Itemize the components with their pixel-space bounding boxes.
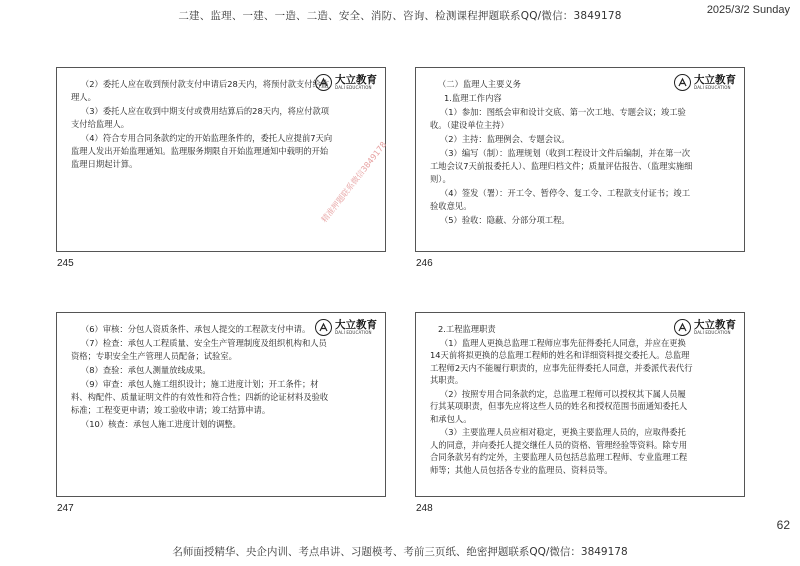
slide-page-number: 245: [57, 258, 74, 269]
logo-name-en: DALI EDUCATION: [694, 85, 731, 91]
slide-line: （2）委托人应在收到预付款支付申请后28天内，将预付款支付给监理人。: [71, 79, 330, 102]
logo-name-en: DALI EDUCATION: [694, 330, 731, 336]
logo-name-en: DALI EDUCATION: [335, 85, 372, 91]
slide-content: [71, 78, 335, 172]
slide-line: （5）验收：隐蔽、分部分项工程。: [439, 215, 570, 225]
slide-content: [430, 323, 694, 477]
slide-line: （3）委托人应在收到中期支付或费用结算后的28天内，将应付款项支付给监理人。: [71, 106, 330, 129]
slide-heading: 2.工程监理职责: [438, 324, 496, 334]
slide-247: [56, 312, 386, 497]
footer-text: 名师面授精华、央企内训、考点串讲、习题模考、考前三页纸、绝密押题联系QQ/微信：3849178: [172, 546, 628, 558]
slide-page-number: 246: [416, 258, 433, 269]
slide-line: （7）检查：承包人工程质量、安全生产管理制度及组织机构和人员资格；专职安全生产管理人员配备；试验室。: [71, 338, 327, 361]
slide-245: [56, 67, 389, 252]
slide-line: （6）审核：分包人资质条件、承包人提交的工程款支付申请。: [80, 324, 311, 334]
logo-name: 大立教育: [335, 73, 377, 86]
logo-name: 大立教育: [694, 318, 736, 331]
logo-name-en: DALI EDUCATION: [335, 330, 372, 336]
slide-line: （8）查验：承包人测量放线成果。: [80, 365, 211, 375]
slide-line: （1）参加：图纸会审和设计交底、第一次工地、专题会议；竣工验收。（建设单位主持）: [430, 107, 686, 130]
slide-line: （3）编写（制）：监理规划（收到工程设计文件后编制，并在第一次工地会议7天前报委托人）、监理归档文件；质量评估报告、（监理实施细则）。: [430, 148, 693, 184]
page-number: 62: [776, 518, 790, 532]
header-title: 二建、监理、一建、一造、二造、安全、消防、咨询、检测课程押题联系QQ/微信：3849178: [178, 10, 622, 22]
logo-name: 大立教育: [694, 73, 736, 86]
slide-content: [71, 323, 335, 432]
slide-line: （2）主持：监理例会、专题会议。: [439, 134, 570, 144]
slide-subheading: 1.监理工作内容: [444, 93, 502, 103]
slide-heading: （二）监理人主要义务: [438, 79, 521, 89]
header-date: 2025/3/2 Sunday: [706, 4, 790, 16]
slide-line: （4）签发（署）：开工令、暂停令、复工令、工程款支付证书；竣工验收意见。: [430, 188, 690, 211]
slide-line: （1）监理人更换总监理工程师应事先征得委托人同意，并应在更换14天前将拟更换的总监理工程师的姓名和详细资料提交委托人。总监理工程师2天内不能履行职责的，应事先征得委托人同意，并委派代表代行其职责。: [430, 337, 693, 385]
slide-line: （4）符合专用合同条款约定的开始监理条件的，委托人应提前7天向监理人发出开始监理通知。监理服务期限自开始监理通知中载明的开始监理日期起计算。: [71, 133, 333, 169]
slide-246: [415, 67, 745, 252]
slide-page-number: 248: [416, 503, 433, 514]
slide-line: （9）审查：承包人施工组织设计；施工进度计划；开工条件；材料、构配件、质量证明文件的有效性和符合性；四新的论证材料及验收标准；工程变更申请；竣工验收申请；竣工结算申请。: [71, 379, 329, 415]
slide-content: [430, 78, 694, 228]
slide-page-number: 247: [57, 503, 74, 514]
logo-name: 大立教育: [335, 318, 377, 331]
slide-line: （3）主要监理人员应相对稳定，更换主要监理人员的，应取得委托人的同意，并向委托人提交继任人员的资格、管理经验等资料。除专用合同条款另有约定外，主要监理人员包括总监理工程师、专业监理工程师等；其他人员包括各专业的监理员、资料员等。: [430, 427, 688, 475]
slide-line: （10）核查：承包人施工进度计划的调整。: [80, 419, 241, 429]
slide-line: （2）按照专用合同条款约定，总监理工程师可以授权其下属人员履行其某项职责，但事先应将这些人员的姓名和授权范围书面通知委托人和承包人。: [430, 388, 688, 424]
slide-248: [415, 312, 745, 497]
watermark-text: 精准押题联系微信3849178: [319, 140, 389, 225]
